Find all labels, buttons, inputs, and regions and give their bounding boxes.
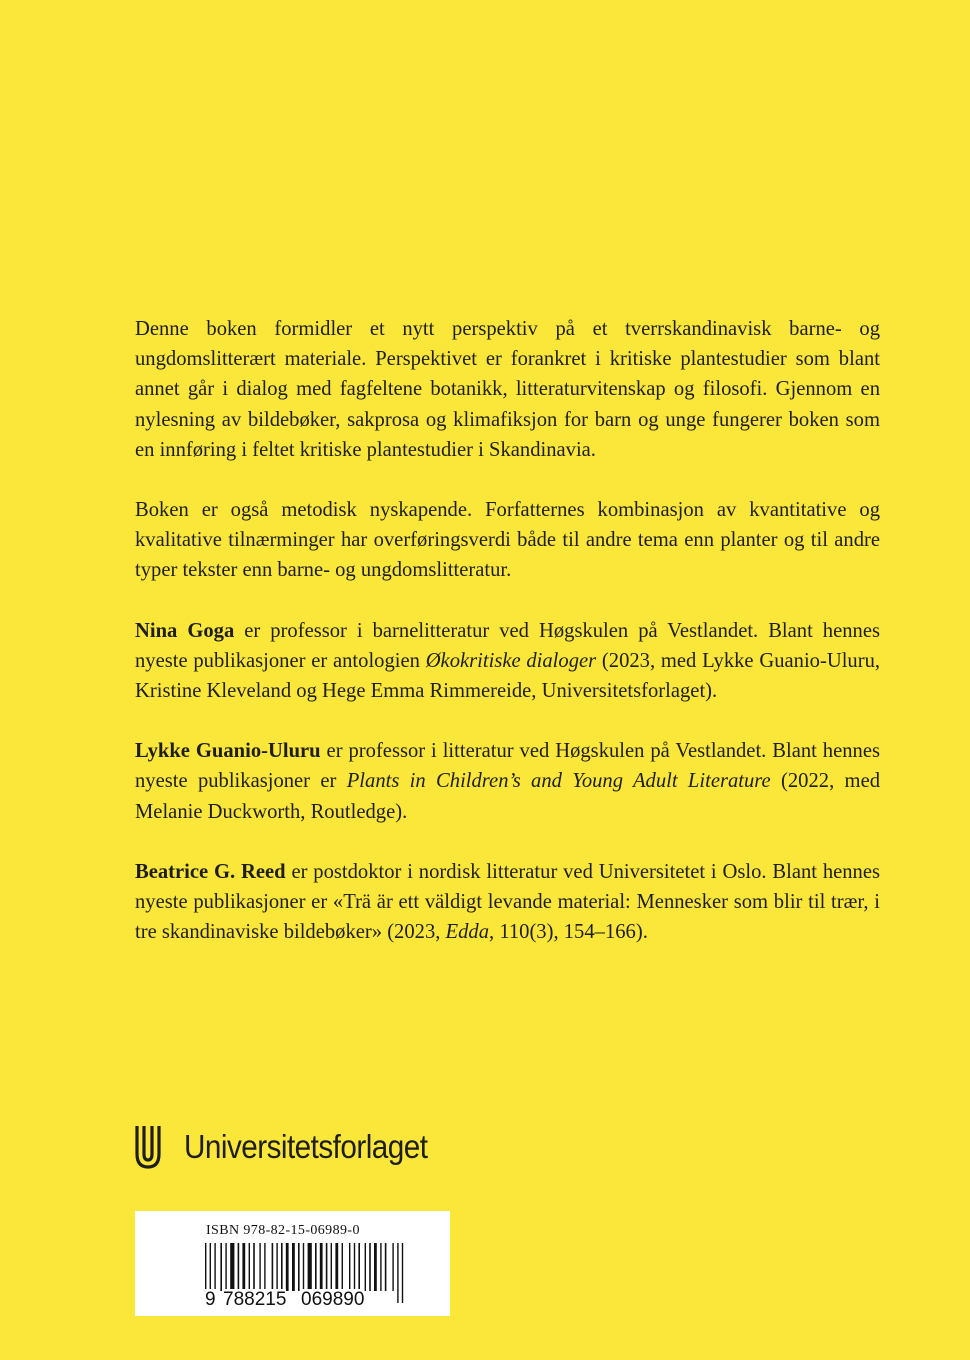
barcode-bar — [392, 1243, 393, 1291]
barcode-bar — [380, 1243, 381, 1291]
author-bio-text: er professor i litteratur ved Høgskulen på Vestlandet. Blant hennes nyeste publikasjoner er — [135, 740, 880, 793]
barcode-bar — [354, 1243, 355, 1291]
barcode-bar — [369, 1243, 371, 1291]
barcode-bar — [214, 1243, 215, 1291]
barcode-bar — [331, 1243, 332, 1291]
barcode-bar — [342, 1243, 343, 1291]
publisher-name: Universitetsforlaget — [184, 1128, 428, 1165]
barcode-bar — [315, 1243, 317, 1291]
author-name: Nina Goga — [135, 619, 235, 642]
barcode-bar — [253, 1243, 255, 1291]
barcode-bar — [242, 1243, 245, 1291]
author-bio-1 — [135, 616, 880, 707]
barcode-bar — [298, 1243, 300, 1291]
author-bio-text: er postdoktor i nordisk litteratur ved Universitetet i Oslo. Blant hennes nyeste publikasjoner er «Trä är ett väldigt levande material: Mennesker som blir til trær, i tre skandinaviske bildebøker» (2023, — [135, 860, 880, 944]
barcode-bar — [358, 1243, 360, 1291]
barcode-bar — [374, 1243, 377, 1291]
barcode-digit-first: 9 — [205, 1289, 216, 1310]
barcode-bar — [320, 1243, 323, 1291]
barcode-bar — [335, 1243, 338, 1291]
barcode-bar — [326, 1243, 328, 1291]
barcode-bar — [397, 1243, 398, 1303]
barcode-bar — [220, 1243, 222, 1291]
barcode-bar — [249, 1243, 250, 1291]
author-bio-3 — [135, 857, 880, 948]
barcode-bar — [292, 1243, 295, 1291]
barcode-bar — [276, 1243, 277, 1291]
barcode-bar — [286, 1243, 289, 1291]
author-bio-text: (2022, med Melanie Duckworth, Routledge). — [135, 770, 881, 823]
barcode-bar — [385, 1243, 387, 1291]
u-logo-icon — [134, 1124, 162, 1170]
barcode-bar — [402, 1243, 403, 1303]
back-cover-text — [135, 314, 880, 977]
barcode-bar — [230, 1243, 234, 1291]
barcode-bar — [264, 1243, 265, 1291]
author-name: Beatrice G. Reed — [135, 860, 286, 883]
barcode-digits-right: 069890 — [301, 1289, 365, 1310]
publication-title: Plants in Children’s and Young Adult Literature — [346, 770, 771, 793]
barcode-bar — [259, 1243, 260, 1291]
author-bio-text: , 110(3), 154–166). — [489, 921, 648, 944]
barcode-bar — [272, 1243, 274, 1291]
barcode-bar — [365, 1243, 366, 1291]
author-bio-2 — [135, 736, 880, 827]
publication-title: Edda — [445, 921, 490, 944]
barcode-bar — [225, 1243, 226, 1291]
author-bio-text: er professor i barnelitteratur ved Høgskulen på Vestlandet. Blant hennes nyeste publikasjoner er antologien — [135, 619, 880, 672]
barcode-digits-left: 788215 — [223, 1289, 287, 1310]
author-name: Lykke Guanio-Uluru — [135, 740, 321, 763]
isbn-label: ISBN 978-82-15-06989-0 — [206, 1223, 360, 1238]
barcode-bar — [238, 1243, 240, 1291]
description-paragraph-2: Boken er også metodisk nyskapende. Forfatternes kombinasjon av kvantitative og kvalitative tilnærminger har overføringsverdi både til andre tema enn planter og til andre typer tekster enn barne- og ungdomslitteratur. — [135, 499, 880, 582]
author-bio-text: (2023, med Lykke Guanio-Uluru, Kristine Kleveland og Hege Emma Rimmereide, Universitetsforlaget). — [135, 649, 881, 703]
isbn-barcode — [135, 1211, 450, 1316]
barcode-bar — [349, 1243, 350, 1291]
description-paragraph-1: Denne boken formidler et nytt perspektiv på et tverrskandinavisk barne- og ungdomslitterært materiale. Perspektivet er forankret i kritiske plantestudier som blant annet går i dialog med fagfeltene botanikk, litteraturvitenskap og filosofi. Gjennom en nylesning av bildebøker, sakprosa og klimafiksjon for barn og unge fungerer boken som en innføring i feltet kritiske plantestudier i Skandinavia. — [135, 318, 880, 461]
publication-title: Økokritiske dialoger — [425, 649, 597, 672]
publisher-mark — [134, 1124, 454, 1170]
barcode-bar — [281, 1243, 283, 1291]
